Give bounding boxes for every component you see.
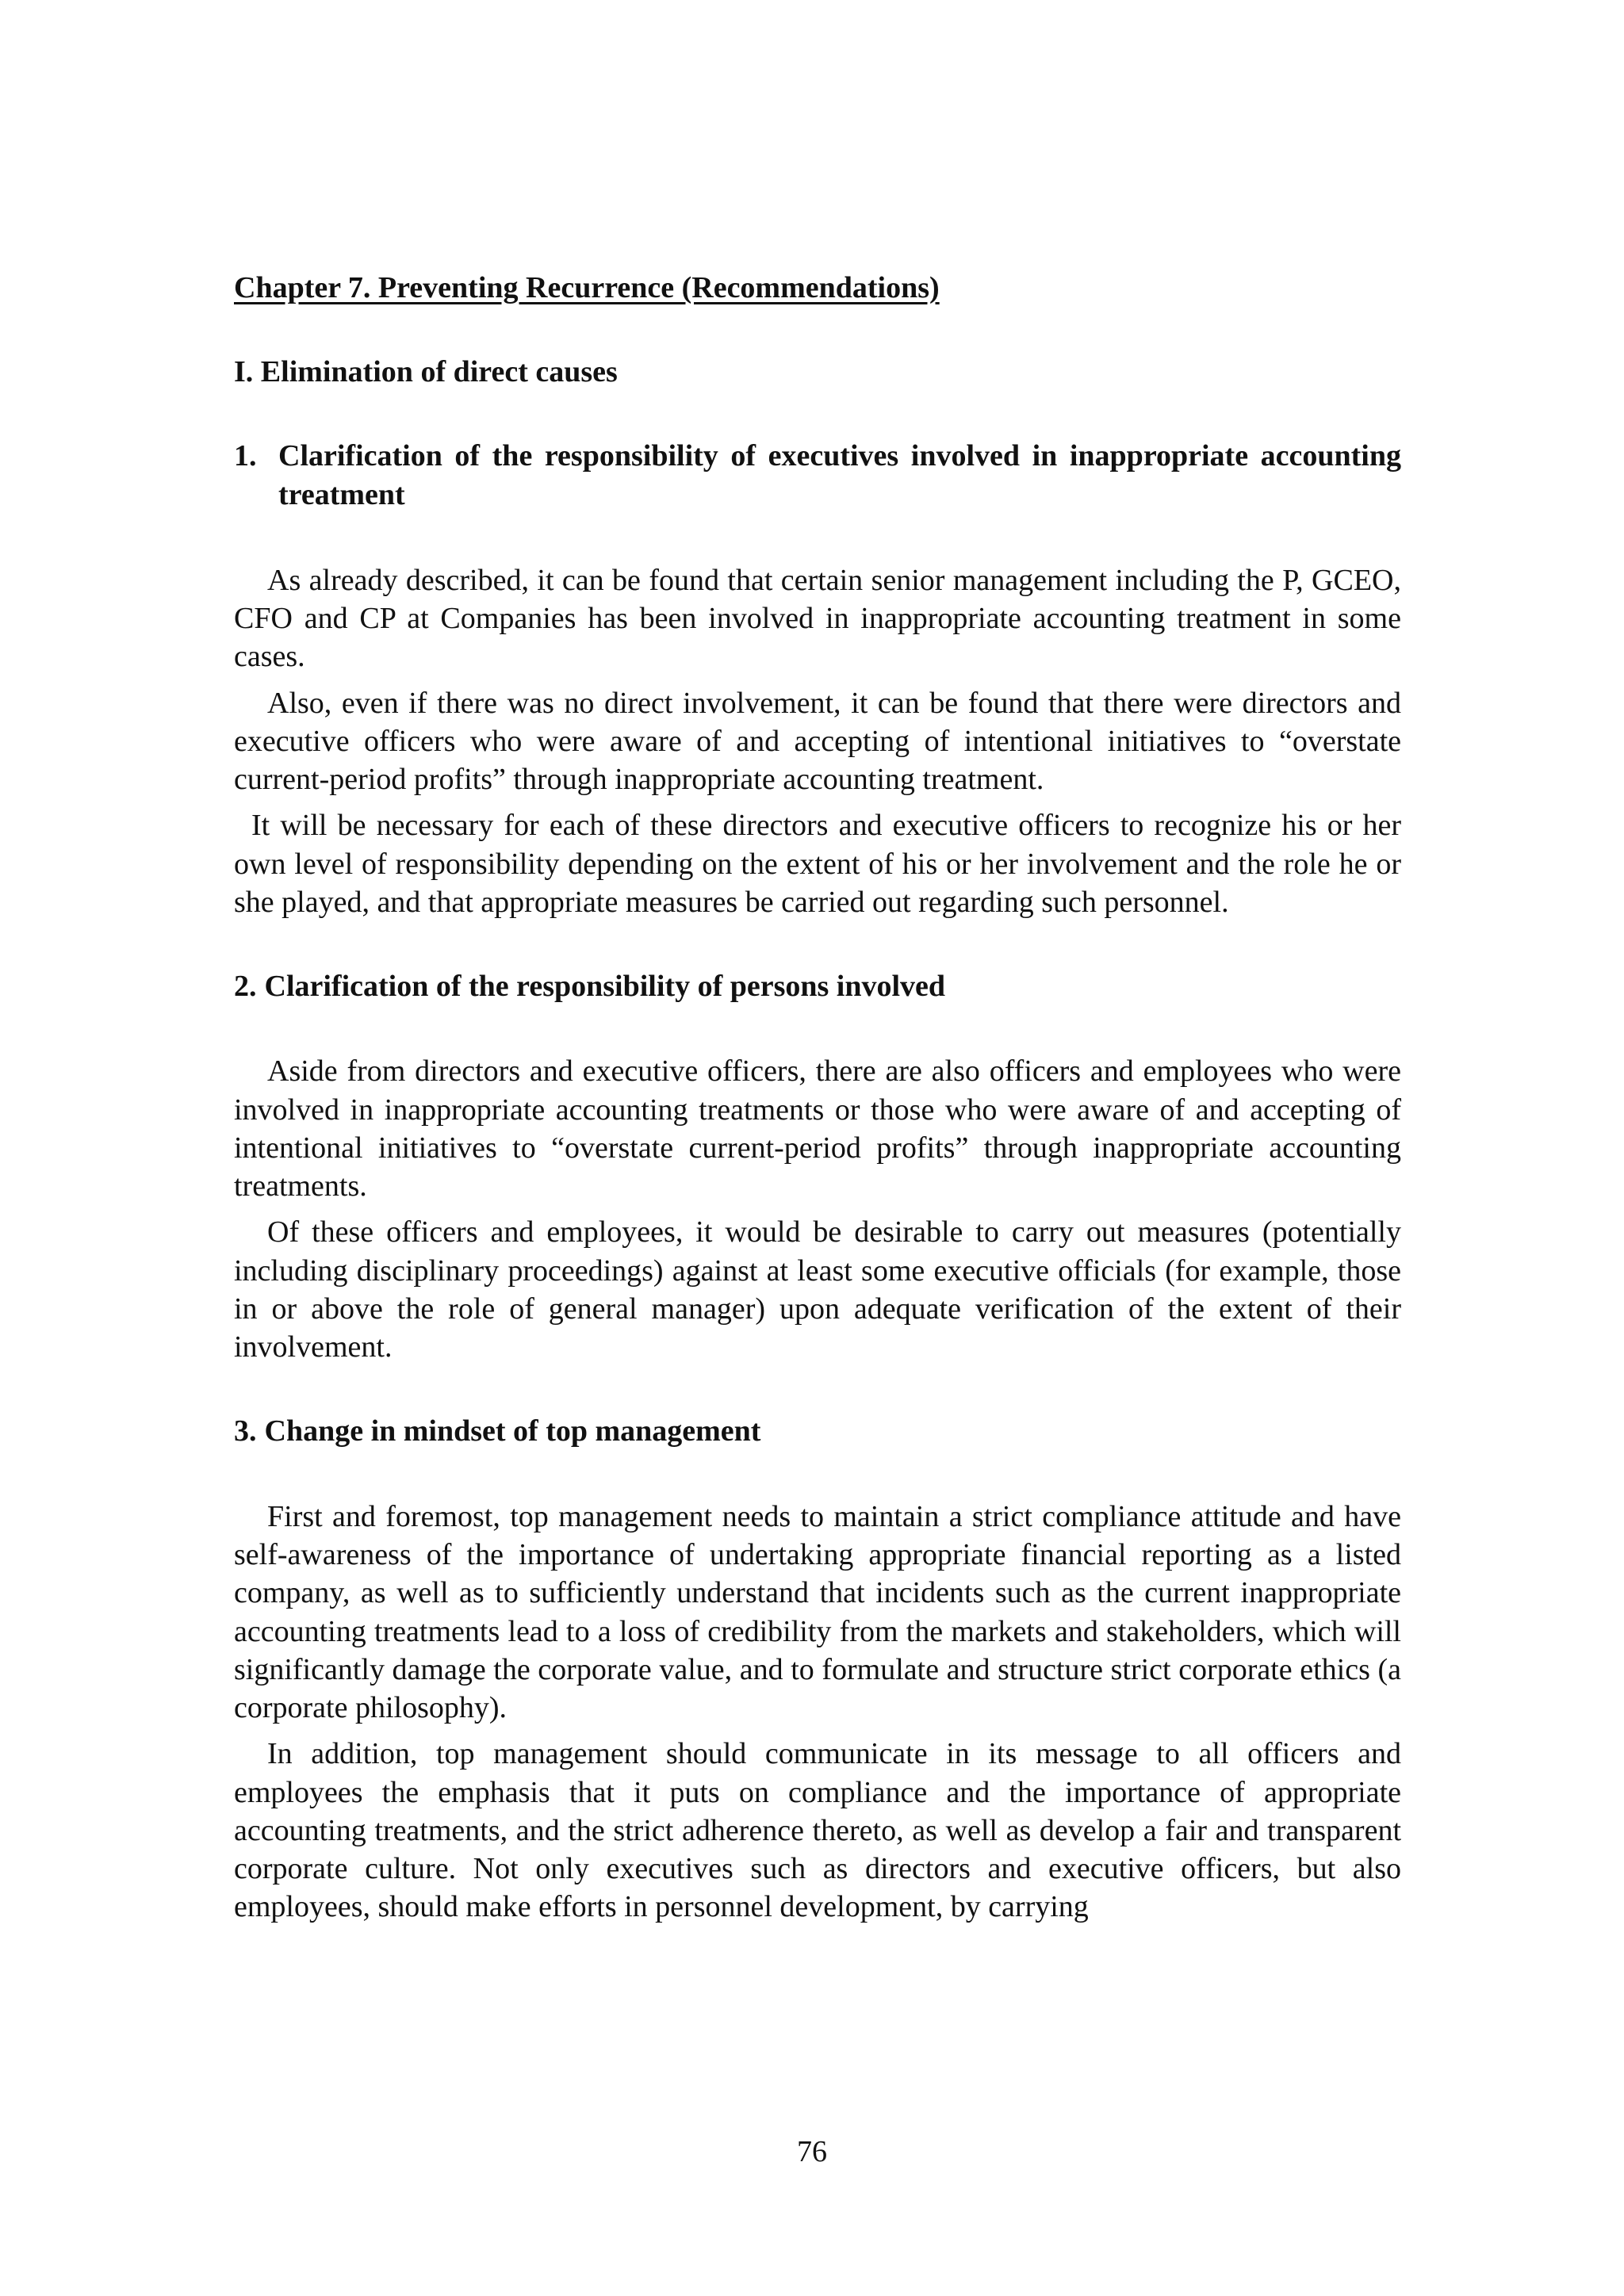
subsection-heading-3 [234,1412,1401,1451]
page-number: 76 [797,2135,827,2168]
subsection-title: Clarification of the responsibility of executives involved in inappropriate accounting treatment [278,439,1401,512]
paragraph: Also, even if there was no direct involvement, it can be found that there were directors and executive officers who were aware of and accepting of intentional initiatives to “overstate current-period profits” through inappropriate accounting treatment. [234,686,1401,797]
section-title: I. Elimination of direct causes [234,354,618,388]
subsection-number: 1. [234,439,257,473]
subsection-heading-2 [234,967,1401,1006]
subsection-title: Change in mindset of top management [264,1414,761,1448]
subsection-body-3 [234,1498,1401,1927]
chapter-title: Chapter 7. Preventing Recurrence (Recommendations) [234,271,940,304]
subsection-title: Clarification of the responsibility of persons involved [264,970,946,1004]
paragraph: In addition, top management should communicate in its message to all officers and employees the emphasis that it puts on compliance and the importance of appropriate accounting treatments, and the strict adherence thereto, as well as develop a fair and transparent corporate culture. Not only executives such as directors and executive officers, but also employees, should make efforts in personnel development, by carrying [234,1737,1401,1924]
paragraph: Aside from directors and executive officers, there are also officers and employees who were involved in inappropriate accounting treatments or those who were aware of and accepting of intentional initiatives to “overstate current-period profits” through inappropriate accounting treatments. [234,1054,1401,1203]
subsection-number: 2. [234,970,257,1004]
subsection-heading-1 [234,437,1401,515]
paragraph: It will be necessary for each of these directors and executive officers to recognize his or her own level of responsibility depending on the extent of his or her involvement and the role he or she played, and that appropriate measures be carried out regarding such personnel. [234,809,1401,919]
subsection-number: 3. [234,1414,257,1448]
subsection-body-1 [234,561,1401,921]
subsection-body-2 [234,1052,1401,1366]
document-page [234,270,1401,1934]
paragraph: Of these officers and employees, it would be desirable to carry out measures (potentially including disciplinary proceedings) against at least some executive officials (for example, those in or above the role of general manager) upon adequate verification of the extent of their involvement. [234,1215,1401,1364]
paragraph: As already described, it can be found that certain senior management including the P, GCEO, CFO and CP at Companies has been involved in inappropriate accounting treatment in some cases. [234,563,1401,674]
paragraph: First and foremost, top management needs to maintain a strict compliance attitude and have self-awareness of the importance of undertaking appropriate financial reporting as a listed company, as well as to sufficiently understand that incidents such as the current inappropriate accounting treatments lead to a loss of credibility from the markets and stakeholders, which will significantly damage the corporate value, and to formulate and structure strict corporate ethics (a corporate philosophy). [234,1499,1401,1725]
